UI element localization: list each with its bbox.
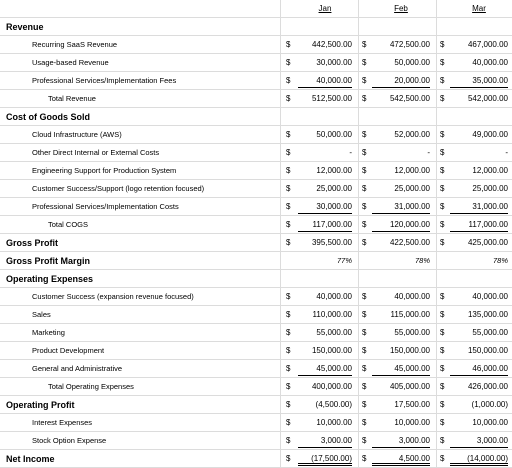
value-cell[interactable]: 55,000.00 bbox=[394, 328, 430, 337]
value-cell[interactable]: 3,000.00 bbox=[450, 432, 508, 448]
currency-symbol: $ bbox=[362, 436, 367, 445]
value-cell[interactable]: - bbox=[349, 148, 352, 157]
value-cell[interactable]: - bbox=[427, 148, 430, 157]
value-cell[interactable]: 30,000.00 bbox=[316, 58, 352, 67]
value-cell[interactable]: (14,000.00) bbox=[450, 450, 508, 466]
value-cell[interactable]: 150,000.00 bbox=[311, 346, 352, 355]
value-cell[interactable]: 77% bbox=[336, 256, 352, 265]
value-cell[interactable]: 50,000.00 bbox=[316, 130, 352, 139]
value-cell[interactable]: 78% bbox=[414, 256, 430, 265]
currency-symbol: $ bbox=[286, 238, 291, 247]
value-cell[interactable]: (17,500.00) bbox=[298, 450, 352, 466]
currency-symbol: $ bbox=[286, 184, 291, 193]
currency-symbol: $ bbox=[440, 166, 445, 175]
table-row bbox=[0, 198, 512, 216]
column-header-jan[interactable]: Jan bbox=[318, 4, 332, 13]
currency-symbol: $ bbox=[286, 202, 291, 211]
row-label[interactable]: Revenue bbox=[6, 22, 44, 32]
currency-symbol: $ bbox=[286, 328, 291, 337]
row-label[interactable]: Total COGS bbox=[48, 220, 89, 229]
row-label[interactable]: Stock Option Expense bbox=[32, 436, 107, 445]
currency-symbol: $ bbox=[362, 346, 367, 355]
row-label[interactable]: Customer Success/Support (logo retention focused) bbox=[32, 184, 205, 193]
value-cell[interactable]: 17,500.00 bbox=[394, 400, 430, 409]
currency-symbol: $ bbox=[362, 328, 367, 337]
value-cell[interactable]: 400,000.00 bbox=[311, 382, 352, 391]
value-cell[interactable]: 40,000.00 bbox=[316, 292, 352, 301]
currency-symbol: $ bbox=[286, 454, 291, 463]
value-cell[interactable]: 40,000.00 bbox=[298, 72, 352, 88]
header-row bbox=[0, 0, 512, 18]
value-cell[interactable]: 50,000.00 bbox=[394, 58, 430, 67]
currency-symbol: $ bbox=[440, 40, 445, 49]
value-cell[interactable]: 110,000.00 bbox=[312, 310, 352, 319]
currency-symbol: $ bbox=[440, 94, 445, 103]
currency-symbol: $ bbox=[440, 238, 445, 247]
currency-symbol: $ bbox=[362, 202, 367, 211]
currency-symbol: $ bbox=[440, 292, 445, 301]
value-cell[interactable]: 49,000.00 bbox=[472, 130, 508, 139]
currency-symbol: $ bbox=[286, 400, 291, 409]
value-cell[interactable]: 12,000.00 bbox=[316, 166, 352, 175]
currency-symbol: $ bbox=[440, 454, 445, 463]
currency-symbol: $ bbox=[286, 436, 291, 445]
value-cell[interactable]: 52,000.00 bbox=[394, 130, 430, 139]
table-row bbox=[0, 396, 512, 414]
currency-symbol: $ bbox=[362, 310, 367, 319]
row-label[interactable]: Usage-based Revenue bbox=[32, 58, 109, 67]
currency-symbol: $ bbox=[362, 418, 367, 427]
row-label[interactable]: General and Administrative bbox=[32, 364, 123, 373]
value-cell[interactable] bbox=[450, 270, 508, 288]
value-cell[interactable] bbox=[298, 108, 352, 126]
value-cell[interactable]: 150,000.00 bbox=[389, 346, 430, 355]
row-label[interactable]: Interest Expenses bbox=[32, 418, 93, 427]
currency-symbol: $ bbox=[286, 292, 291, 301]
currency-symbol: $ bbox=[286, 166, 291, 175]
currency-symbol: $ bbox=[440, 184, 445, 193]
table-row bbox=[0, 90, 512, 108]
value-cell[interactable]: 426,000.00 bbox=[467, 382, 508, 391]
table-row bbox=[0, 378, 512, 396]
value-cell[interactable]: 30,000.00 bbox=[298, 198, 352, 214]
value-cell[interactable] bbox=[372, 18, 430, 36]
value-cell[interactable]: 120,000.00 bbox=[372, 216, 430, 232]
table-row bbox=[0, 216, 512, 234]
table-row bbox=[0, 432, 512, 450]
row-label[interactable]: Operating Expenses bbox=[6, 274, 94, 284]
value-cell[interactable]: (4,500.00) bbox=[315, 400, 352, 409]
table-row bbox=[0, 54, 512, 72]
currency-symbol: $ bbox=[440, 148, 445, 157]
value-cell[interactable]: 31,000.00 bbox=[372, 198, 430, 214]
currency-symbol: $ bbox=[286, 418, 291, 427]
currency-symbol: $ bbox=[362, 40, 367, 49]
value-cell[interactable]: 20,000.00 bbox=[372, 72, 430, 88]
table-row bbox=[0, 342, 512, 360]
table-row bbox=[0, 144, 512, 162]
row-label[interactable]: Recurring SaaS Revenue bbox=[32, 40, 118, 49]
table-row bbox=[0, 306, 512, 324]
currency-symbol: $ bbox=[440, 382, 445, 391]
table-row bbox=[0, 108, 512, 126]
row-label[interactable]: Engineering Support for Production System bbox=[32, 166, 177, 175]
currency-symbol: $ bbox=[362, 94, 367, 103]
table-row bbox=[0, 414, 512, 432]
table-row bbox=[0, 234, 512, 252]
row-label[interactable]: Net Income bbox=[6, 454, 55, 464]
value-cell[interactable]: 40,000.00 bbox=[472, 58, 508, 67]
row-label[interactable]: Professional Services/Implementation Costs bbox=[32, 202, 179, 211]
currency-symbol: $ bbox=[440, 310, 445, 319]
value-cell[interactable] bbox=[298, 18, 352, 36]
currency-symbol: $ bbox=[440, 436, 445, 445]
value-cell[interactable]: 25,000.00 bbox=[472, 184, 508, 193]
currency-symbol: $ bbox=[362, 382, 367, 391]
value-cell[interactable]: 45,000.00 bbox=[372, 360, 430, 376]
value-cell[interactable]: (1,000.00) bbox=[471, 400, 508, 409]
currency-symbol: $ bbox=[440, 346, 445, 355]
value-cell[interactable]: 472,500.00 bbox=[389, 40, 430, 49]
value-cell[interactable]: 31,000.00 bbox=[450, 198, 508, 214]
currency-symbol: $ bbox=[286, 148, 291, 157]
row-label[interactable]: Professional Services/Implementation Fees bbox=[32, 76, 177, 85]
currency-symbol: $ bbox=[440, 364, 445, 373]
value-cell[interactable]: 35,000.00 bbox=[450, 72, 508, 88]
row-label[interactable]: Product Development bbox=[32, 346, 105, 355]
table-row bbox=[0, 162, 512, 180]
row-label[interactable]: Total Revenue bbox=[48, 94, 96, 103]
value-cell[interactable]: 422,500.00 bbox=[389, 238, 430, 247]
value-cell[interactable]: 25,000.00 bbox=[316, 184, 352, 193]
value-cell[interactable]: 467,000.00 bbox=[467, 40, 508, 49]
value-cell[interactable]: 12,000.00 bbox=[472, 166, 508, 175]
value-cell[interactable]: 10,000.00 bbox=[316, 418, 352, 427]
currency-symbol: $ bbox=[286, 130, 291, 139]
table-row bbox=[0, 252, 512, 270]
row-label[interactable]: Cost of Goods Sold bbox=[6, 112, 90, 122]
currency-symbol: $ bbox=[362, 292, 367, 301]
value-cell[interactable]: 442,500.00 bbox=[311, 40, 352, 49]
currency-symbol: $ bbox=[440, 202, 445, 211]
value-cell[interactable]: 10,000.00 bbox=[472, 418, 508, 427]
value-cell[interactable]: 395,500.00 bbox=[311, 238, 352, 247]
column-header-mar[interactable]: Mar bbox=[472, 4, 486, 13]
value-cell[interactable]: 115,000.00 bbox=[390, 310, 430, 319]
row-label[interactable]: Customer Success (expansion revenue focused) bbox=[32, 292, 194, 301]
table-row bbox=[0, 288, 512, 306]
value-cell[interactable]: 405,000.00 bbox=[389, 382, 430, 391]
value-cell[interactable] bbox=[298, 270, 352, 288]
currency-symbol: $ bbox=[362, 220, 367, 229]
table-row bbox=[0, 72, 512, 90]
row-label[interactable]: Gross Profit Margin bbox=[6, 256, 91, 266]
currency-symbol: $ bbox=[362, 148, 367, 157]
value-cell[interactable]: 46,000.00 bbox=[450, 360, 508, 376]
currency-symbol: $ bbox=[286, 94, 291, 103]
value-cell[interactable]: 55,000.00 bbox=[472, 328, 508, 337]
currency-symbol: $ bbox=[362, 184, 367, 193]
currency-symbol: $ bbox=[286, 364, 291, 373]
value-cell[interactable]: 3,000.00 bbox=[298, 432, 352, 448]
value-cell[interactable]: 135,000.00 bbox=[467, 310, 508, 319]
currency-symbol: $ bbox=[362, 58, 367, 67]
value-cell[interactable]: 512,500.00 bbox=[311, 94, 352, 103]
value-cell[interactable]: 150,000.00 bbox=[467, 346, 508, 355]
value-cell[interactable]: 117,000.00 bbox=[298, 216, 352, 232]
currency-symbol: $ bbox=[440, 328, 445, 337]
currency-symbol: $ bbox=[440, 400, 445, 409]
row-label[interactable]: Marketing bbox=[32, 328, 65, 337]
table-row bbox=[0, 324, 512, 342]
value-cell[interactable]: 25,000.00 bbox=[394, 184, 430, 193]
currency-symbol: $ bbox=[286, 40, 291, 49]
value-cell[interactable]: 12,000.00 bbox=[394, 166, 430, 175]
value-cell[interactable]: 542,500.00 bbox=[389, 94, 430, 103]
currency-symbol: $ bbox=[440, 220, 445, 229]
table-row bbox=[0, 36, 512, 54]
currency-symbol: $ bbox=[440, 76, 445, 85]
table-row bbox=[0, 450, 512, 468]
currency-symbol: $ bbox=[440, 418, 445, 427]
table-row bbox=[0, 180, 512, 198]
row-label[interactable]: Cloud Infrastructure (AWS) bbox=[32, 130, 122, 139]
value-cell[interactable]: - bbox=[505, 148, 508, 157]
row-label[interactable]: Gross Profit bbox=[6, 238, 59, 248]
currency-symbol: $ bbox=[286, 76, 291, 85]
currency-symbol: $ bbox=[286, 220, 291, 229]
value-cell[interactable]: 45,000.00 bbox=[298, 360, 352, 376]
table-row bbox=[0, 360, 512, 378]
row-label[interactable]: Sales bbox=[32, 310, 51, 319]
currency-symbol: $ bbox=[362, 400, 367, 409]
currency-symbol: $ bbox=[440, 130, 445, 139]
value-cell[interactable]: 40,000.00 bbox=[394, 292, 430, 301]
currency-symbol: $ bbox=[286, 58, 291, 67]
currency-symbol: $ bbox=[362, 130, 367, 139]
currency-symbol: $ bbox=[362, 238, 367, 247]
value-cell[interactable]: 10,000.00 bbox=[394, 418, 430, 427]
table-row bbox=[0, 126, 512, 144]
currency-symbol: $ bbox=[362, 454, 367, 463]
currency-symbol: $ bbox=[286, 382, 291, 391]
currency-symbol: $ bbox=[440, 58, 445, 67]
currency-symbol: $ bbox=[286, 346, 291, 355]
value-cell[interactable]: 542,000.00 bbox=[467, 94, 508, 103]
value-cell[interactable] bbox=[450, 108, 508, 126]
value-cell[interactable]: 55,000.00 bbox=[316, 328, 352, 337]
row-label[interactable]: Total Operating Expenses bbox=[48, 382, 134, 391]
value-cell[interactable]: 40,000.00 bbox=[472, 292, 508, 301]
value-cell[interactable]: 117,000.00 bbox=[450, 216, 508, 232]
currency-symbol: $ bbox=[362, 76, 367, 85]
currency-symbol: $ bbox=[362, 166, 367, 175]
value-cell[interactable]: 425,000.00 bbox=[467, 238, 508, 247]
column-header-feb[interactable]: Feb bbox=[394, 4, 408, 13]
value-cell[interactable] bbox=[450, 18, 508, 36]
value-cell[interactable]: 3,000.00 bbox=[372, 432, 430, 448]
value-cell[interactable]: 78% bbox=[492, 256, 508, 265]
table-row bbox=[0, 18, 512, 36]
value-cell[interactable]: 4,500.00 bbox=[372, 450, 430, 466]
currency-symbol: $ bbox=[362, 364, 367, 373]
table-row bbox=[0, 270, 512, 288]
value-cell[interactable] bbox=[372, 108, 430, 126]
row-label[interactable]: Other Direct Internal or External Costs bbox=[32, 148, 160, 157]
currency-symbol: $ bbox=[286, 310, 291, 319]
row-label[interactable]: Operating Profit bbox=[6, 400, 75, 410]
value-cell[interactable] bbox=[372, 270, 430, 288]
